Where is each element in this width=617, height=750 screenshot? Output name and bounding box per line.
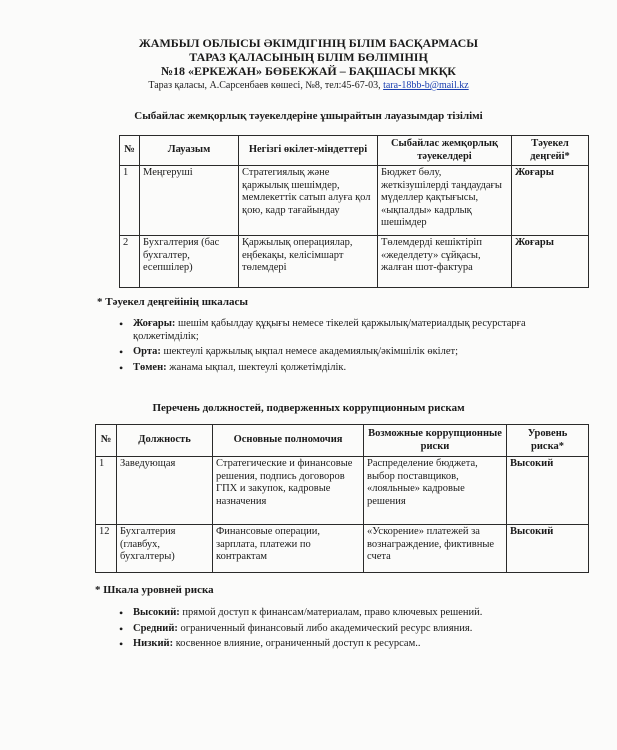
kz-risk-table (119, 135, 589, 288)
kz-col-risks: Сыбайлас жемқорлық тәуекелдері (378, 136, 512, 166)
header-line-2: ТАРАЗ ҚАЛАСЫНЫҢ БІЛІМ БӨЛІМІНІҢ (189, 50, 428, 64)
row-risks: Бюджет бөлу, жеткізушілерді таңдаудағы мүделлер қақтығысы, «ықпалды» кадрлық шешімдер (378, 166, 512, 236)
row-position: Заведующая (117, 457, 213, 525)
header-line-1: ЖАМБЫЛ ОБЛЫСЫ ӘКІМДІГІНІҢ БІЛІМ БАСҚАРМАСЫ (138, 36, 479, 50)
row-level: Высокий (507, 457, 589, 525)
kz-col-level: Тәуекел деңгейі* (512, 136, 589, 166)
row-level: Высокий (507, 525, 589, 573)
row-position: Бухгалтерия (бас бухгалтер, есепшілер) (140, 236, 239, 288)
list-item: • Средний: ограниченный финансовый либо академический ресурс влияния. (117, 623, 557, 636)
table-row (96, 525, 589, 573)
kz-scale-list (117, 318, 537, 377)
row-num: 12 (96, 525, 117, 573)
row-risks: Распределение бюджета, выбор поставщиков, «лояльные» кадровые решения (364, 457, 507, 525)
table-row (96, 457, 589, 525)
kz-title: Сыбайлас жемқорлық тәуекелдеріне ұшырайтын лауазымдар тізілімі (134, 110, 483, 122)
table-row (120, 236, 589, 288)
table-row (120, 166, 589, 236)
row-level: Жоғары (512, 236, 589, 288)
row-risks: «Ускорение» платежей за вознаграждение, фиктивные счета (364, 525, 507, 573)
kz-col-num: № (120, 136, 140, 166)
row-num: 2 (120, 236, 140, 288)
ru-col-duties: Основные полномочия (213, 425, 364, 457)
ru-title: Перечень должностей, подверженных коррупционным рискам (152, 402, 465, 414)
ru-col-position: Должность (117, 425, 213, 457)
list-item: • Төмен: жанама ықпал, шектеулі қолжетімділік. (117, 362, 537, 375)
address-line (0, 80, 617, 92)
row-position: Бухгалтерия (главбух, бухгалтеры) (117, 525, 213, 573)
list-item: • Жоғары: шешім қабылдау құқығы немесе тікелей қаржылық/материалдық ресурстарға қолжетімділік; (117, 318, 537, 343)
kz-scale-title: * Тәуекел деңгейінің шкаласы (97, 296, 248, 308)
row-duties: Стратегические и финансовые решения, подпись договоров ГПХ и закупок, кадровые назначения (213, 457, 364, 525)
row-level: Жоғары (512, 166, 589, 236)
ru-risk-table (95, 424, 589, 573)
email-link[interactable]: tara-18bb-b@mail.kz (383, 80, 469, 91)
list-item: • Высокий: прямой доступ к финансам/материалам, право ключевых решений. (117, 607, 557, 620)
row-num: 1 (120, 166, 140, 236)
address-text: Тараз қаласы, А.Сарсенбаев көшесі, №8, тел:45-67-03, (148, 80, 381, 91)
list-item: • Низкий: косвенное влияние, ограниченный доступ к ресурсам.. (117, 638, 557, 651)
ru-col-num: № (96, 425, 117, 457)
list-item: • Орта: шектеулі қаржылық ықпал немесе академиялық/әкімшілік өкілет; (117, 346, 537, 359)
row-duties: Қаржылық операциялар, еңбекақы, келісімшарт төлемдері (239, 236, 378, 288)
row-duties: Стратегиялық және қаржылық шешімдер, мемлекеттік сатып алуға қол қою, кадр тағайындау (239, 166, 378, 236)
ru-col-risks: Возможные коррупционные риски (364, 425, 507, 457)
header-line-3: №18 «ЕРКЕЖАН» БӨБЕКЖАЙ – БАҚШАСЫ МКҚК (160, 64, 456, 78)
ru-col-level: Уровень риска* (507, 425, 589, 457)
kz-col-position: Лауазым (140, 136, 239, 166)
ru-scale-title: * Шкала уровней риска (95, 584, 214, 596)
kz-col-duties: Негізгі өкілет-міндеттері (239, 136, 378, 166)
ru-table-header (96, 425, 589, 457)
kz-table-header (120, 136, 589, 166)
row-risks: Төлемдерді кешіктіріп «жеделдету» сұйқасы, жалған шот-фактура (378, 236, 512, 288)
row-duties: Финансовые операции, зарплата, платежи по контрактам (213, 525, 364, 573)
row-position: Меңгеруші (140, 166, 239, 236)
ru-scale-list (117, 607, 557, 654)
row-num: 1 (96, 457, 117, 525)
